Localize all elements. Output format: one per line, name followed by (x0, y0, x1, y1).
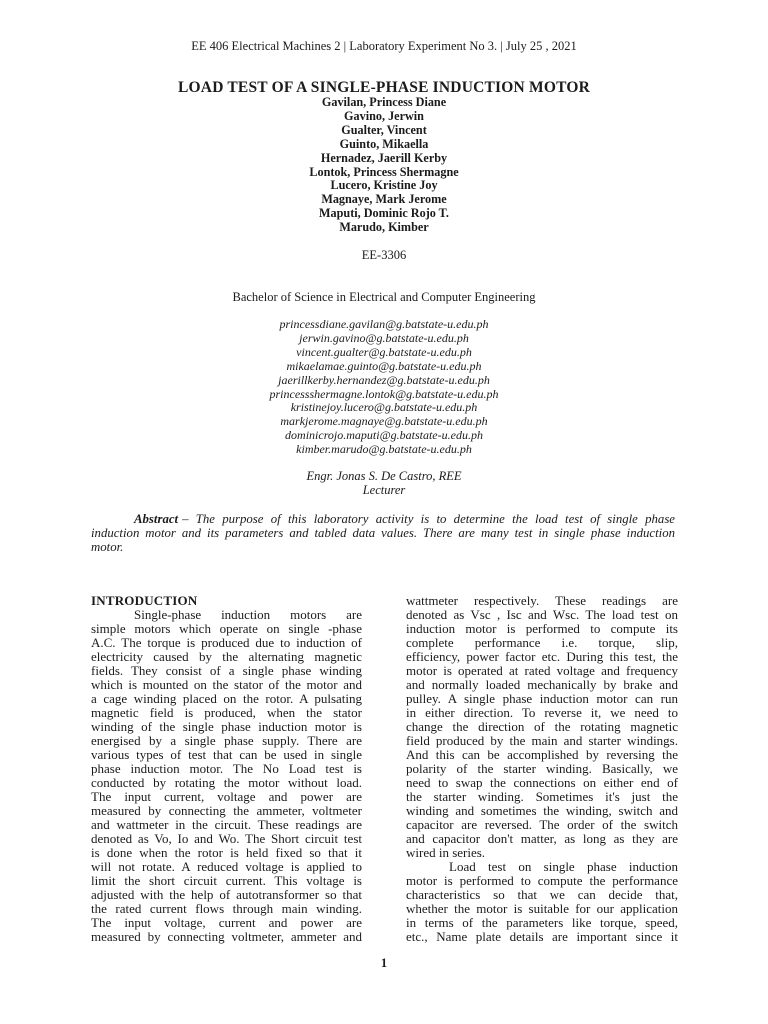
abstract-text: – The purpose of this laboratory activity is to determine the load test of single phase (182, 512, 675, 526)
body-line: a cage winding placed on the rotor. A pulsating (91, 691, 362, 706)
body-line: energised by a single phase supply. There are (91, 733, 362, 748)
email-list (0, 318, 768, 457)
body-line: is done when the rotor is held fixed so that it (91, 845, 362, 860)
body-paragraph (91, 608, 362, 944)
abstract-label: Abstract (134, 512, 179, 526)
body-line: capacitor are reversed. The order of the switch (406, 817, 678, 832)
body-line: simple motors which operate on single -phase (91, 621, 362, 636)
author-name: Magnaye, Mark Jerome (321, 192, 447, 207)
author-email: princessshermagne.lontok@g.batstate-u.edu.ph (269, 386, 499, 401)
body-paragraph (406, 594, 678, 860)
author-email: jaerillkerby.hernandez@g.batstate-u.edu.ph (278, 372, 490, 387)
body-column-left (91, 594, 362, 944)
body-paragraph (406, 860, 678, 944)
author-name: Gavilan, Princess Diane (321, 95, 447, 109)
body-line: measured by connecting the ammeter, voltmeter (91, 803, 362, 818)
body-line: adjusted with the help of autotransformer so that (91, 887, 362, 902)
body-line: change the direction of the rotating magnetic (406, 719, 678, 734)
section-heading: INTRODUCTION (91, 593, 198, 608)
body-line: wired in series. (406, 845, 486, 860)
body-line: motor is operated at rated voltage and frequency (406, 663, 678, 678)
body-line: polarity of the starter winding. Basically, we (406, 761, 678, 776)
body-line: The input voltage, current and power are (91, 915, 362, 930)
body-line: Single-phase induction motors are (134, 607, 362, 622)
body-line: complete performance i.e. torque, slip, (406, 635, 678, 650)
body-line: motor is performed to compute the performance (406, 873, 678, 888)
body-line: winding and sometimes the winding, switch and (406, 803, 678, 818)
body-line: The input current, voltage and power are (91, 789, 362, 804)
author-name: Gavino, Jerwin (344, 108, 424, 123)
body-line: etc., Name plate details are important since it (406, 929, 678, 944)
body-line: denoted as Vsc , Isc and Wsc. The load test on (406, 607, 678, 622)
author-email: mikaelamae.guinto@g.batstate-u.edu.ph (286, 358, 482, 373)
body-line: Load test on single phase induction (449, 859, 678, 874)
author-email: jerwin.gavino@g.batstate-u.edu.ph (299, 330, 469, 345)
body-line: the rated current flows through main winding. (91, 901, 362, 916)
body-line: the starter winding. Sometimes it's just the (406, 789, 678, 804)
body-line: various types of test that can be used in single (91, 747, 362, 762)
body-line: A.C. The torque is produced due to induction of (91, 635, 362, 650)
section-code: EE-3306 (361, 248, 407, 262)
author-name: Guinto, Mikaella (339, 136, 429, 151)
body-line: electricity caused by the alternating magnetic (91, 649, 362, 664)
body-line: phase induction motor. The No Load test is (91, 761, 362, 776)
author-email: markjerome.magnaye@g.batstate-u.edu.ph (280, 414, 488, 429)
abstract-line (91, 512, 675, 526)
author-name: Gualter, Vincent (341, 122, 427, 137)
body-line: And this can be accomplished by reversing the (406, 747, 678, 762)
body-line: and wattmeter in the circuit. These readings are (91, 817, 362, 832)
author-name: Maputi, Dominic Rojo T. (319, 206, 449, 221)
author-email: kimber.marudo@g.batstate-u.edu.ph (296, 442, 472, 457)
author-email: vincent.gualter@g.batstate-u.edu.ph (296, 344, 472, 359)
abstract (91, 512, 675, 554)
lecturer-name: Engr. Jonas S. De Castro, REE (306, 469, 462, 483)
body-line: measured by connecting voltmeter, ammeter and (91, 929, 362, 944)
body-line: pulley. A single phase induction motor can run (406, 691, 678, 706)
body-line: and capacitor don't matter, as long as they are (406, 831, 678, 846)
body-line: conducted by rotating the motor without load. (91, 775, 362, 790)
body-column-right (406, 594, 678, 944)
body-line: field produced by the main and starter windings. (406, 733, 678, 748)
body-line: induction motor is performed to compute its (406, 621, 678, 636)
author-name: Hernadez, Jaerill Kerby (320, 150, 448, 165)
author-email: princessdiane.gavilan@g.batstate-u.edu.ph (279, 317, 489, 331)
body-line: wattmeter respectively. These readings are (406, 593, 678, 608)
abstract-line: motor. (91, 540, 124, 554)
author-name: Lucero, Kristine Joy (330, 178, 438, 193)
body-line: which is mounted on the stator of the motor and (91, 677, 362, 692)
author-name: Lontok, Princess Shermagne (309, 164, 459, 179)
body-line: magnetic field is produced, when the stator (91, 705, 362, 720)
lecturer-block (0, 469, 768, 497)
author-email: kristinejoy.lucero@g.batstate-u.edu.ph (290, 400, 478, 415)
body-line: in either direction. To reverse it, we need to (406, 705, 678, 720)
body-line: winding of the single phase induction motor is (91, 719, 362, 734)
paper-title: LOAD TEST OF A SINGLE-PHASE INDUCTION MOTOR (178, 79, 590, 96)
running-header: EE 406 Electrical Machines 2 | Laboratory Experiment No 3. | July 25 , 2021 (191, 39, 577, 53)
body-line: and normally loaded mechanically by brake and (406, 677, 678, 692)
body-line: efficiency, power factor etc. During this test, the (406, 649, 678, 664)
body-line: denoted as Vo, Io and Wo. The Short circuit test (91, 831, 362, 846)
body-line: characteristics so that we can decide that, (406, 887, 678, 902)
author-list (0, 96, 768, 235)
body-line: will not rotate. A reduced voltage is applied to (91, 859, 362, 874)
author-email: dominicrojo.maputi@g.batstate-u.edu.ph (285, 428, 483, 443)
body-line: need to swap the connections on either end of (406, 775, 678, 790)
page-number: 1 (380, 956, 388, 970)
abstract-line: induction motor and its parameters and tabled data values. There are many test in single phase induction (91, 526, 675, 540)
body-line: whether the motor is suitable for our application (406, 901, 678, 916)
body-line: in terms of the parameters like torque, speed, (406, 915, 678, 930)
body-line: fields. They consist of a single phase winding (91, 663, 362, 678)
degree-program: Bachelor of Science in Electrical and Computer Engineering (232, 290, 536, 304)
body-line: limit the short circuit current. This voltage is (91, 873, 362, 888)
author-name: Marudo, Kimber (339, 220, 429, 235)
lecturer-role: Lecturer (362, 483, 406, 497)
